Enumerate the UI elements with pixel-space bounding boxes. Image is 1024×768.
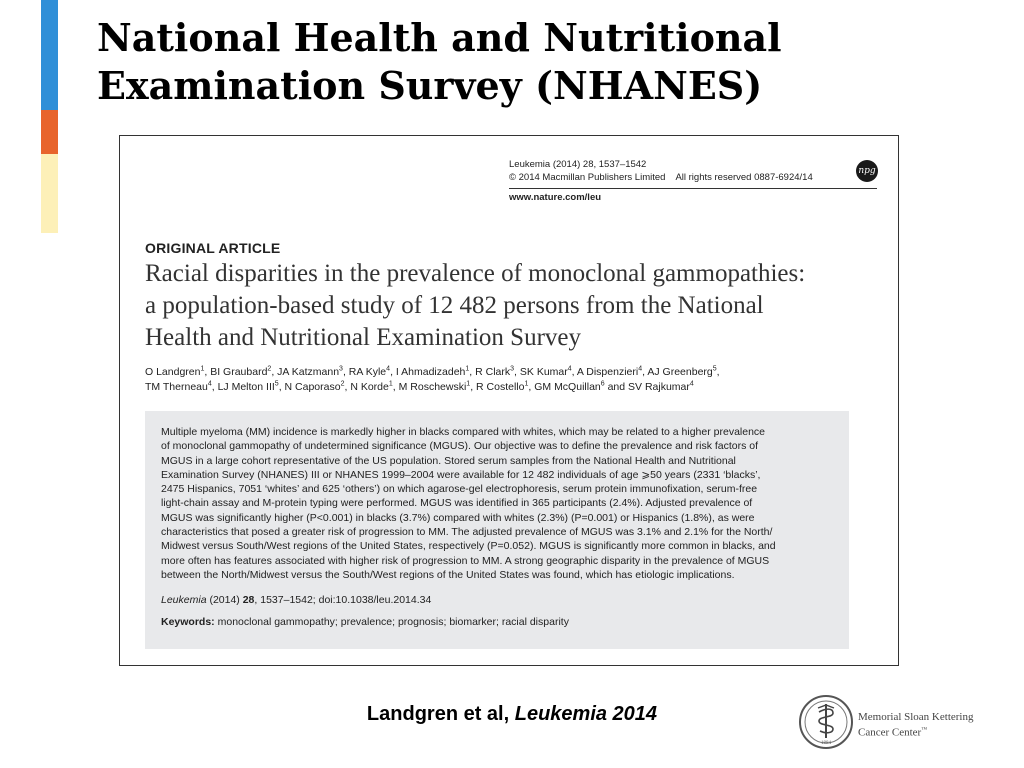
author-name: N Caporaso [284,381,341,393]
author [476,381,528,393]
article-title-line: a population-based study of 12 482 persons from the National [145,292,764,319]
author-affiliation: 3 [510,365,515,373]
author-affiliation: 1 [200,365,205,373]
journal-url: www.nature.com/leu [509,192,602,203]
author [577,366,642,378]
abstract-line: Examination Survey (NHANES) III or NHANES 1999–2004 were available for 12 482 individuals of age ⩾50 years (2331 ‘blacks’, [161,468,761,481]
author [349,366,390,378]
author-affiliation: 4 [689,380,694,388]
author-affiliation: 4 [567,365,572,373]
accent-bar-orange [41,110,58,154]
article-keywords [161,616,833,628]
slide-title-line-2: Examination Survey (NHANES) [97,63,763,108]
author-affiliation: 4 [207,380,212,388]
slide-title [97,14,977,110]
author-list [145,365,845,395]
citation-year: (2014) [206,594,243,607]
author [277,366,343,378]
author-name: JA Katzmann [277,366,340,378]
author-list-line-1: O Landgren$^1$, BI Graubard$^2$, JA Katzmann$^3$, RA Kyle$^4$, I Ahmadizadeh$^1$, R Clark$^3$, SK Kumar$^4$, A Dispenzieri$^4$, AJ Greenberg$^5$, [145,365,720,378]
author [647,366,716,378]
citation-journal: Leukemia [161,594,207,607]
author [145,381,212,393]
author-affiliation: 2 [267,365,272,373]
author-name: A Dispenzieri [576,366,639,378]
author [534,381,604,393]
author-affiliation: 6 [600,380,605,388]
citation-pages-doi: , 1537–1542; doi:10.1038/leu.2014.34 [254,594,432,607]
accent-bar-yellow [41,154,58,233]
abstract-line: of monoclonal gammopathy of undetermined significance (MGUS). Our objective was to define the prevalence and risk factors of [161,440,759,453]
author-name: BI Graubard [210,366,268,378]
abstract-text [161,425,833,582]
author-affiliation: 4 [638,365,643,373]
author-affiliation: 1 [388,380,393,388]
article-citation [161,594,833,606]
paper-screenshot [119,135,899,666]
author-name: LJ Melton III [217,381,275,393]
author-affiliation: 2 [340,380,345,388]
mskcc-name-line-1: Memorial Sloan Kettering [858,711,974,723]
author-name: N Korde [350,381,389,393]
author-affiliation: 1 [524,380,529,388]
journal-header [509,158,813,184]
npg-logo-icon: npg [856,160,878,182]
author [399,381,471,393]
citation-volume: 28 [242,594,255,607]
author-name: M Roschewski [398,381,467,393]
keywords-list: monoclonal gammopathy; prevalence; prognosis; biomarker; racial disparity [214,616,569,629]
author-affiliation: 5 [274,380,279,388]
footer-journal: Leukemia 2014 [514,703,658,725]
abstract-line: MGUS was significantly higher (P<0.001) in blacks (3.7%) compared with whites (2.3%) (P=0.001) or Hispanics (1.8%), as were [161,511,755,524]
mskcc-logo-icon [798,694,854,750]
author [145,366,204,378]
abstract-line: more often has features associated with higher risk of progression to MM. A strong geographic disparity in the prevalence of MGUS [161,554,770,567]
author [285,381,345,393]
author [520,366,572,378]
article-type: ORIGINAL ARTICLE [145,240,281,256]
abstract-line: light-chain assay and M-protein typing were performed. MGUS was identified in 365 participants (2.4%). Adjusted prevalence of [161,497,753,510]
author-list-line-2: TM Therneau$^4$, LJ Melton III$^5$, N Caporaso$^2$, N Korde$^1$, M Roschewski$^1$, R Costello$^1$, GM McQuillan$^6$ and SV Rajkumar$^4$ [145,380,694,393]
abstract-line: Midwest versus South/West regions of the United States, respectively (P=0.052). MGUS is significantly more common in blacks, and [161,540,776,553]
author [396,366,469,378]
author-name: O Landgren [145,366,201,378]
author [210,366,271,378]
author-affiliation: 1 [466,380,471,388]
author-affiliation: 4 [386,365,391,373]
author [475,366,514,378]
trademark-icon: ™ [921,727,928,733]
author-name: SK Kumar [519,366,568,378]
journal-divider [509,188,877,189]
mskcc-name-line-2: Cancer Center™ [858,726,928,739]
author-name: AJ Greenberg [647,366,713,378]
journal-copyright: © 2014 Macmillan Publishers Limited [509,172,666,183]
abstract-panel [145,411,849,649]
accent-bar-blue [41,0,58,110]
journal-copyright-row [509,171,813,184]
journal-issue: Leukemia (2014) 28, 1537–1542 [509,159,647,170]
article-title [145,258,885,354]
abstract-line: characteristics that posed a greater risk of progression to MM. The adjusted prevalence of MGUS was 3.1% and 2.1% for the North/ [161,526,773,539]
author-name: R Clark [475,366,511,378]
abstract-line: between the North/Midwest versus the South/West regions of the United States was found, which has etiologic implications. [161,568,735,581]
author-name: I Ahmadizadeh [395,366,466,378]
author-affiliation: 1 [465,365,470,373]
footer-authors: Landgren et al, [366,703,515,725]
author-affiliation: 5 [712,365,717,373]
author [628,381,694,393]
article-title-line: Racial disparities in the prevalence of monoclonal gammopathies: [145,260,806,287]
author-name: SV Rajkumar [628,381,690,393]
author [218,381,279,393]
author-name: RA Kyle [348,366,387,378]
slide-title-line-1: National Health and Nutritional [97,15,782,60]
article-title-line: Health and Nutritional Examination Survey [145,324,582,351]
abstract-line: MGUS in a large cohort representative of the US population. Stored serum samples from the National Health and Nutritional [161,454,736,467]
abstract-line: Multiple myeloma (MM) incidence is markedly higher in blacks compared with whites, which may be related to a higher prevalence [161,426,766,438]
keywords-label: Keywords: [161,616,215,629]
abstract-line: 2475 Hispanics, 7051 ‘whites’ and 625 ‘others’) on which agarose-gel electrophoresis, serum protein immunofixation, serum-free [161,483,758,496]
author-name: R Costello [476,381,525,393]
author-name: GM McQuillan [534,381,601,393]
author-name: TM Therneau [145,381,208,393]
mskcc-seal-year: 1884 [821,741,831,746]
mskcc-wordmark [858,711,973,740]
author-affiliation: 3 [339,365,343,373]
journal-rights: All rights reserved 0887-6924/14 [675,172,813,183]
author [350,381,392,393]
